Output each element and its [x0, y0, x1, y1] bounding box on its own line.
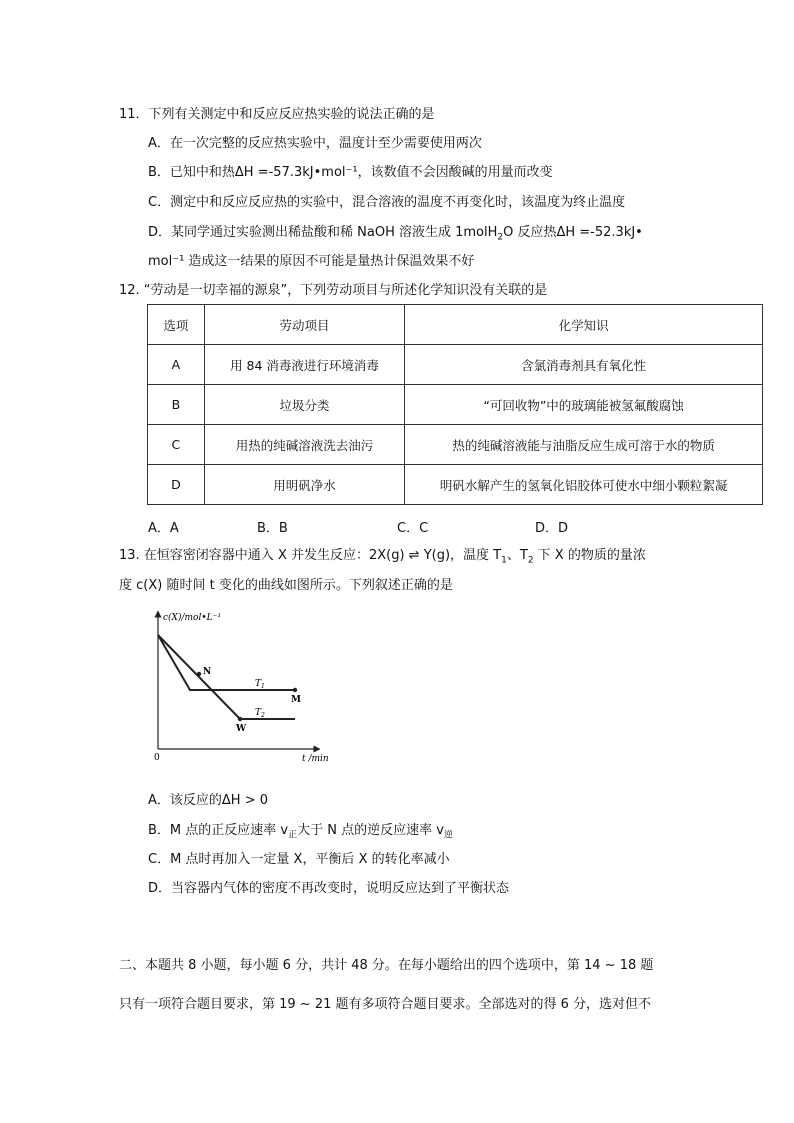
- q12-answer-d: D．D: [535, 521, 569, 536]
- point-m: [293, 688, 297, 692]
- q12-stem: 12. “劳动是一切幸福的源泉”，下列劳动项目与所述化学知识没有关联的是: [119, 283, 548, 298]
- table-header: 劳动项目: [204, 305, 404, 345]
- point-w: [238, 717, 242, 721]
- q13-option-b: B．M 点的正反应速率 $v_正$大于 N 点的逆反应速率 $v_逆$: [148, 823, 453, 841]
- table-cell: 用明矾净水: [204, 465, 404, 505]
- table-row: [148, 385, 763, 425]
- label-m: M: [291, 695, 301, 705]
- q11-option-d: D．某同学通过实验测出稀盐酸和稀 NaOH 溶液生成 1molH$_2$O 反应热ΔH =-52.3kJ•: [148, 225, 643, 243]
- table-row: [148, 465, 763, 505]
- q13-option-c: C．M 点时再加入一定量 X，平衡后 X 的转化率减小: [148, 852, 450, 867]
- label-n: N: [203, 667, 212, 677]
- concentration-time-graph: [147, 608, 329, 768]
- table-cell: C: [148, 425, 205, 465]
- table-cell: 热的纯碱溶液能与油脂反应生成可溶于水的物质: [405, 425, 763, 465]
- y-axis-label: c(X)/mol•L⁻¹: [163, 613, 221, 623]
- q11-option-a: A．在一次完整的反应热实验中，温度计至少需要使用两次: [148, 136, 482, 151]
- table-header: 选项: [148, 305, 205, 345]
- table-cell: 明矾水解产生的氢氧化铝胶体可使水中细小颗粒絮凝: [405, 465, 763, 505]
- table-cell: 用热的纯碱溶液洗去油污: [204, 425, 404, 465]
- label-t2: $T_2$: [255, 708, 265, 719]
- q12-answer-b: B．B: [257, 521, 288, 536]
- q13-option-d: D．当容器内气体的密度不再改变时，说明反应达到了平衡状态: [148, 881, 510, 896]
- q13-option-a: A．该反应的ΔH > 0: [148, 793, 268, 808]
- label-t1: $T_1$: [255, 679, 265, 690]
- q11-stem: 11．下列有关测定中和反应反应热实验的说法正确的是: [119, 107, 435, 122]
- table-cell: 用 84 消毒液进行环境消毒: [204, 345, 404, 385]
- section2-intro: 二、本题共 8 小题，每小题 6 分，共计 48 分。在每小题给出的四个选项中，第 14 ~ 18 题: [119, 958, 654, 973]
- table-header-row: [148, 305, 763, 345]
- table-cell: B: [148, 385, 205, 425]
- origin-label: 0: [154, 753, 160, 763]
- q11-option-c: C．测定中和反应反应热的实验中，混合溶液的温度不再变化时，该温度为终止温度: [148, 195, 626, 210]
- q11-option-b: B．已知中和热ΔH =-57.3kJ•mol⁻¹，该数值不会因酸碱的用量而改变: [148, 165, 553, 180]
- table-cell: A: [148, 345, 205, 385]
- x-axis-label: t /min: [302, 754, 329, 764]
- point-n: [197, 672, 201, 676]
- table-cell: 含氯消毒剂具有氧化性: [405, 345, 763, 385]
- table-row: [148, 345, 763, 385]
- table-row: [148, 425, 763, 465]
- q13-stem: 13. 在恒容密闭容器中通入 X 并发生反应：2X(g) ⇌ Y(g)，温度 $T_1$、$T_2$ 下 X 的物质的量浓: [119, 548, 646, 566]
- q13-stem-cont: 度 c(X) 随时间 t 变化的曲线如图所示。下列叙述正确的是: [119, 578, 453, 593]
- table-cell: “可回收物”中的玻璃能被氢氟酸腐蚀: [405, 385, 763, 425]
- table-cell: 垃圾分类: [204, 385, 404, 425]
- curve-t2: [158, 635, 295, 719]
- q12-table: [147, 304, 763, 505]
- table-header: 化学知识: [405, 305, 763, 345]
- curve-t1: [158, 635, 295, 690]
- q11-option-d-cont: mol⁻¹ 造成这一结果的原因不可能是量热计保温效果不好: [148, 254, 475, 269]
- q12-answer-a: A．A: [148, 521, 179, 536]
- q12-answer-c: C．C: [397, 521, 429, 536]
- table-cell: D: [148, 465, 205, 505]
- label-w: W: [236, 724, 247, 734]
- section2-intro-cont: 只有一项符合题目要求，第 19 ~ 21 题有多项符合题目要求。全部选对的得 6 分，选对但不: [119, 997, 652, 1012]
